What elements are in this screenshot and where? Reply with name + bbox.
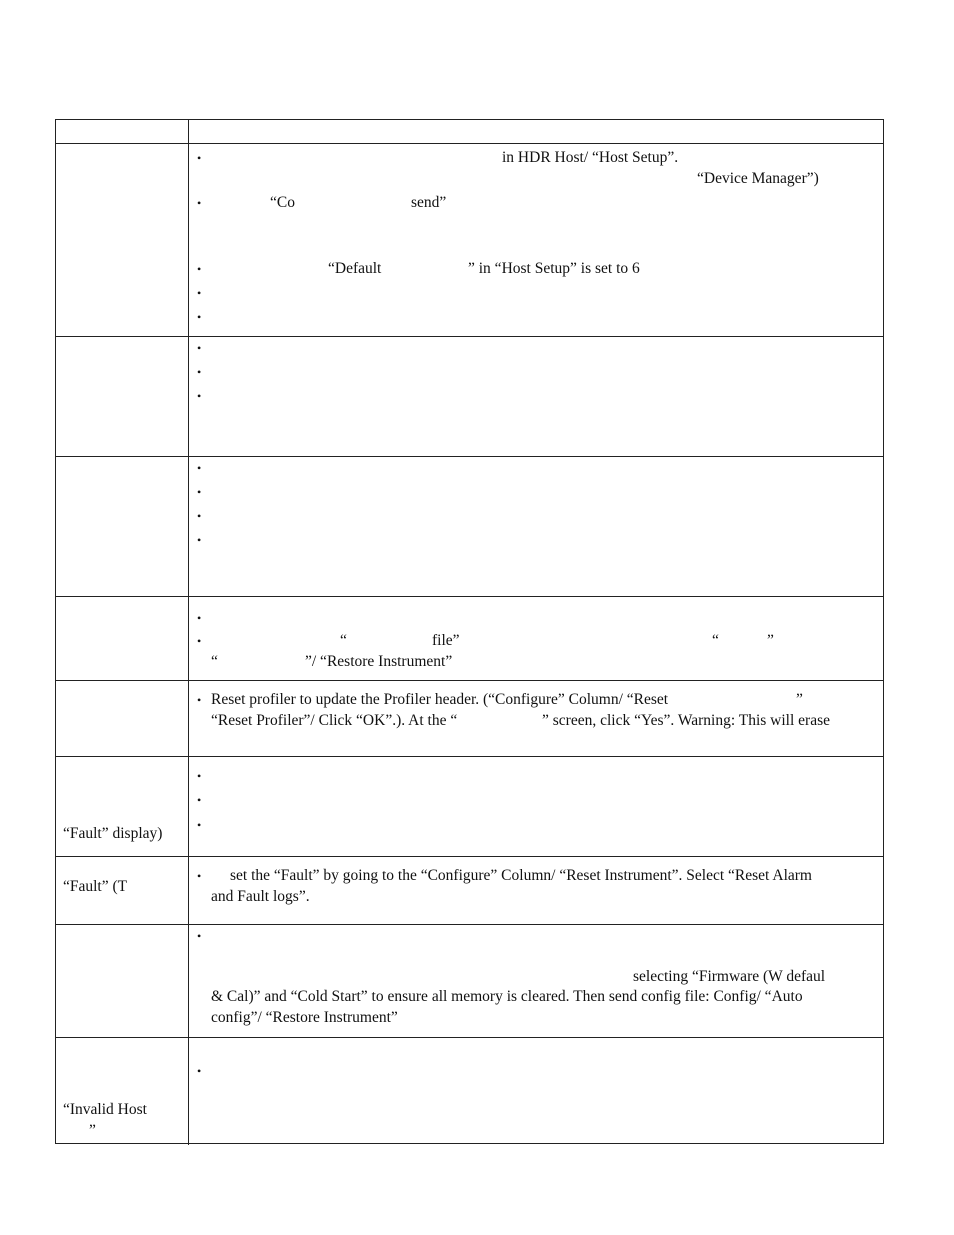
table-row	[56, 756, 883, 856]
column-divider	[188, 120, 189, 143]
column-divider	[188, 681, 189, 756]
row-text: config”/ “Restore Instrument”	[211, 1009, 398, 1026]
bullet-icon: •	[197, 693, 202, 707]
row-text: “Default	[328, 260, 382, 277]
row-text: file”	[432, 632, 460, 649]
table-row	[56, 456, 883, 596]
column-divider	[188, 925, 189, 1037]
row-text: selecting “Firmware (W defaul	[633, 968, 826, 985]
bullet-icon: •	[197, 461, 202, 475]
bullet-icon: •	[197, 1064, 202, 1078]
row-text: “Co	[270, 194, 295, 211]
bullet-icon: •	[197, 634, 202, 648]
row-text: ”	[796, 691, 803, 708]
bullet-icon: •	[197, 485, 202, 499]
bullet-icon: •	[197, 262, 202, 276]
row-label: ”	[89, 1122, 96, 1139]
troubleshooting-table	[55, 119, 884, 1144]
row-text: “Reset Profiler”/ Click “OK”.). At the “	[211, 712, 458, 729]
table-row	[56, 596, 883, 680]
bullet-icon: •	[197, 793, 202, 807]
column-divider	[188, 457, 189, 596]
table-row	[56, 856, 883, 924]
column-divider	[188, 597, 189, 680]
table-row	[56, 680, 883, 756]
table-row	[56, 143, 883, 336]
row-text: & Cal)” and “Cold Start” to ensure all memory is cleared. Then send config file: Config/ “Auto	[211, 988, 803, 1005]
row-label: “Invalid Host	[63, 1101, 147, 1118]
row-text: ” screen, click “Yes”. Warning: This will erase	[542, 712, 831, 729]
row-text: send”	[411, 194, 447, 211]
table-row	[56, 924, 883, 1037]
column-divider	[188, 1038, 189, 1145]
row-label: “Fault” (T	[63, 878, 128, 895]
bullet-icon: •	[197, 769, 202, 783]
row-text: “	[211, 653, 218, 670]
row-text: set the “Fault” by going to the “Configure” Column/ “Reset Instrument”. Select “Reset Alarm	[230, 867, 812, 884]
column-divider	[188, 757, 189, 856]
bullet-icon: •	[197, 365, 202, 379]
bullet-icon: •	[197, 533, 202, 547]
table-header-row	[56, 120, 883, 143]
bullet-icon: •	[197, 611, 202, 625]
bullet-icon: •	[197, 509, 202, 523]
row-text: ”/ “Restore Instrument”	[305, 653, 453, 670]
bullet-icon: •	[197, 929, 202, 943]
bullet-icon: •	[197, 310, 202, 324]
bullet-icon: •	[197, 151, 202, 165]
table-row	[56, 1037, 883, 1145]
row-text: Reset profiler to update the Profiler header. (“Configure” Column/ “Reset	[211, 691, 669, 708]
row-text: ” in “Host Setup” is set to 6	[468, 260, 640, 277]
table-row	[56, 336, 883, 456]
bullet-icon: •	[197, 869, 202, 883]
column-divider	[188, 337, 189, 456]
row-text: ”	[767, 632, 774, 649]
column-divider	[188, 857, 189, 924]
row-text: in HDR Host/ “Host Setup”.	[502, 149, 679, 166]
row-label: “Fault” display)	[63, 825, 163, 842]
row-text: “	[712, 632, 719, 649]
bullet-icon: •	[197, 286, 202, 300]
bullet-icon: •	[197, 196, 202, 210]
bullet-icon: •	[197, 818, 202, 832]
bullet-icon: •	[197, 389, 202, 403]
row-text: “Device Manager”)	[697, 170, 819, 187]
bullet-icon: •	[197, 341, 202, 355]
column-divider	[188, 144, 189, 336]
row-text: and Fault logs”.	[211, 888, 310, 905]
row-text: “	[340, 632, 347, 649]
